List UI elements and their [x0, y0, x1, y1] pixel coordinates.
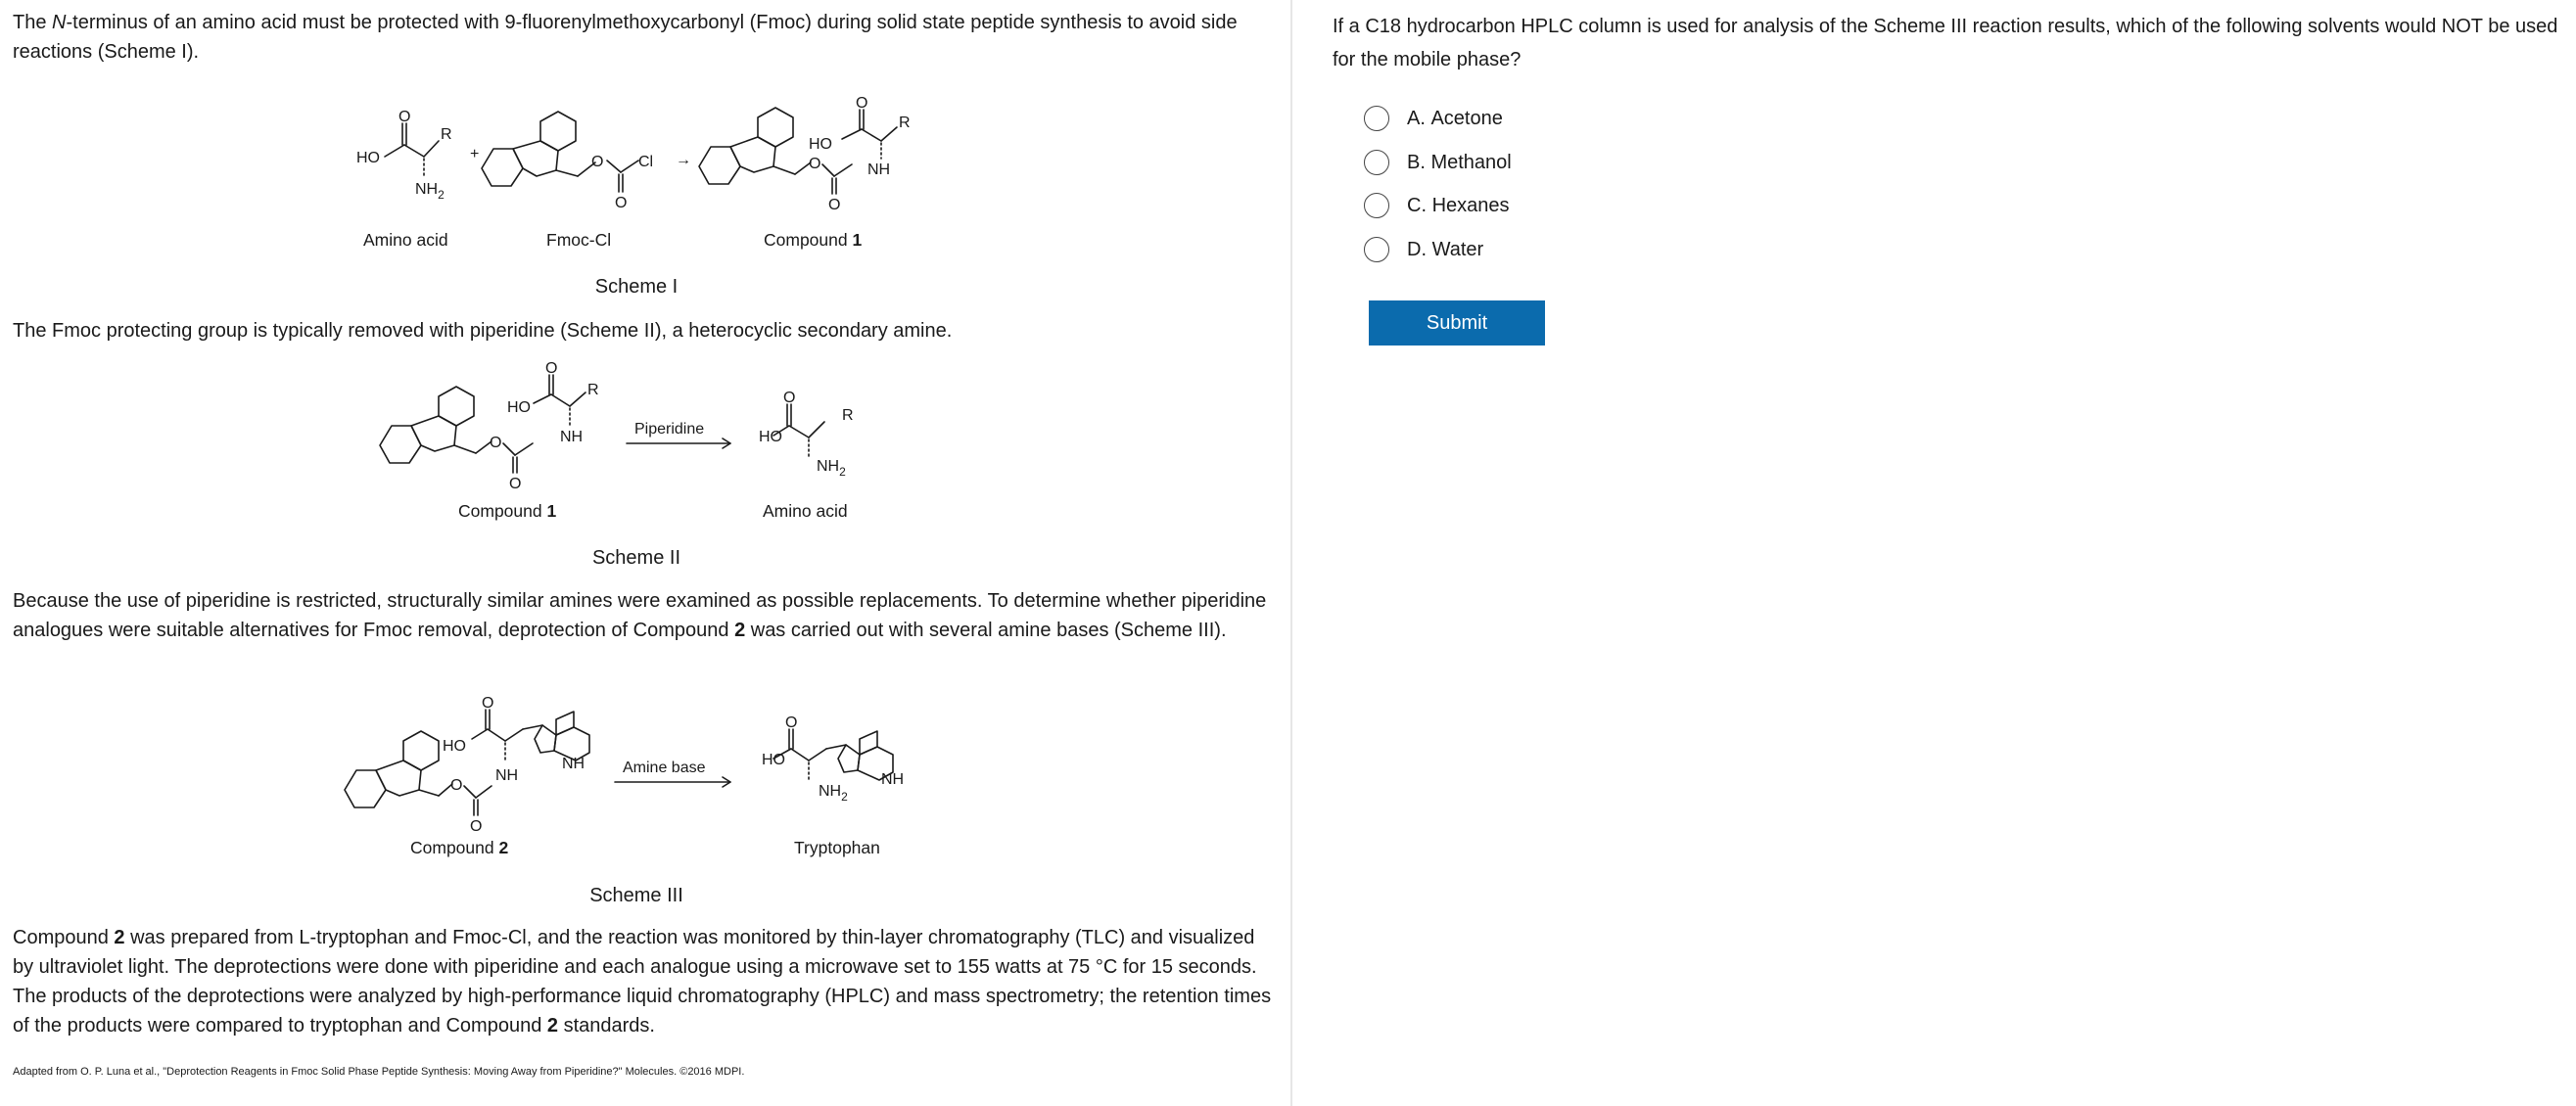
scheme-2-structures: [0, 357, 1290, 504]
option-c[interactable]: [1364, 190, 1510, 221]
label-fmoc-cl: Fmoc-Cl: [546, 230, 612, 250]
plus-sign: +: [470, 146, 480, 162]
label-amino-acid-product: Amino acid: [763, 501, 848, 521]
atom-nh2: $NH_2$: [817, 458, 846, 479]
atom-ho: HO: [762, 752, 785, 768]
radio-button[interactable]: [1364, 237, 1389, 262]
atom-o: O: [828, 197, 841, 213]
atom-nh: NH: [562, 756, 585, 772]
atom-o: O: [545, 360, 558, 377]
radio-button[interactable]: [1364, 150, 1389, 175]
atom-o: O: [482, 695, 494, 712]
reagent-amine-base: Amine base: [623, 760, 706, 776]
option-letter: A.: [1407, 107, 1426, 129]
passage-paragraph-1: The N-terminus of an amino acid must be protected with 9-fluorenylmethoxycarbonyl (Fmoc) during solid state peptide synthesis to avoid side reactions (Scheme I).: [13, 12, 1238, 63]
label-tryptophan: Tryptophan: [794, 838, 880, 857]
passage-paragraph-2: The Fmoc protecting group is typically removed with piperidine (Scheme II), a heterocyclic secondary amine.: [13, 320, 953, 342]
atom-o: O: [490, 435, 502, 451]
compound-2-structure: [345, 710, 893, 815]
citation: Adapted from O. P. Luna et al., "Deprotection Reagents in Fmoc Solid Phase Peptide Synthesis: Moving Away from Piperidine?" Molecules. ©2016 MDPI.: [13, 1066, 745, 1078]
atom-nh: NH: [867, 161, 891, 178]
atom-ho: HO: [759, 429, 782, 445]
atom-o: O: [450, 777, 463, 794]
atom-r: R: [842, 407, 854, 424]
label-compound-1: Compound 1: [458, 501, 557, 521]
atom-ho: HO: [809, 136, 832, 153]
reagent-piperidine: Piperidine: [634, 421, 705, 438]
atom-nh2: $NH_2$: [415, 181, 445, 202]
option-b[interactable]: [1364, 147, 1512, 178]
fmoc-cl-structure: [482, 112, 638, 192]
atom-r: R: [587, 382, 599, 398]
atom-o: O: [785, 714, 798, 731]
scheme-3-caption: Scheme III: [589, 885, 683, 906]
atom-nh: NH: [495, 767, 519, 784]
option-label: Methanol: [1430, 151, 1512, 173]
amino-acid-structure: [385, 123, 439, 176]
atom-nh: NH: [560, 429, 584, 445]
radio-button[interactable]: [1364, 106, 1389, 131]
radio-button[interactable]: [1364, 193, 1389, 218]
scheme-1-structures: [0, 78, 1290, 235]
option-letter: B.: [1407, 151, 1426, 173]
atom-o: O: [509, 476, 522, 492]
compound-1-structure: [699, 108, 897, 194]
atom-nh: NH: [881, 771, 905, 788]
label-compound-2: Compound 2: [410, 838, 509, 857]
atom-r: R: [441, 126, 452, 143]
option-letter: D.: [1407, 238, 1427, 260]
option-label: Water: [1431, 238, 1484, 260]
compound-1-structure: [380, 375, 824, 473]
option-d[interactable]: [1364, 234, 1483, 265]
passage-paragraph-3: Because the use of piperidine is restricted, structurally similar amines were examined as possible replacements. To determine whether piperidine analogues were suitable alternatives for Fmoc removal, deprotection of Compound 2 was carried out with several amine bases (Scheme III).: [13, 590, 1267, 641]
atom-o: O: [615, 195, 628, 211]
atom-o: O: [398, 109, 411, 125]
passage-paragraph-4: Compound 2 was prepared from L-tryptophan and Fmoc-Cl, and the reaction was monitored by thin-layer chromatography (TLC) and visualized by ultraviolet light. The deprotections were done with piperidine and each analogue using a microwave set to 155 watts at 75 °C for 15 seconds. The products of the deprotections were analyzed by high-performance liquid chromatography (HPLC) and mass spectrometry; the retention times of the products were compared to tryptophan and Compound 2 standards.: [13, 927, 1272, 1037]
atom-o: O: [783, 390, 796, 406]
option-label: Acetone: [1430, 107, 1503, 129]
option-label: Hexanes: [1431, 194, 1510, 216]
question-text: If a C18 hydrocarbon HPLC column is used for analysis of the Scheme III reaction results, which of the following solvents would NOT be used for the mobile phase?: [1333, 16, 2558, 70]
label-compound-1: Compound 1: [764, 230, 863, 250]
option-letter: C.: [1407, 194, 1427, 216]
label-amino-acid: Amino acid: [363, 230, 448, 250]
atom-r: R: [899, 115, 911, 131]
atom-ho: HO: [507, 399, 531, 416]
submit-button[interactable]: Submit: [1369, 300, 1545, 346]
atom-o: O: [591, 154, 604, 170]
atom-cl: Cl: [638, 154, 654, 170]
atom-nh2: $NH_2$: [819, 783, 848, 804]
atom-o: O: [470, 818, 483, 835]
atom-o: O: [856, 95, 868, 112]
scheme-1-caption: Scheme I: [594, 276, 679, 298]
reaction-arrow: →: [676, 152, 691, 168]
atom-ho: HO: [443, 738, 466, 755]
question-panel: [1292, 0, 2576, 1106]
scheme-2-caption: Scheme II: [591, 547, 681, 569]
option-a[interactable]: [1364, 103, 1503, 134]
atom-o: O: [809, 156, 821, 172]
atom-ho: HO: [356, 150, 380, 166]
scheme-3-structures: [0, 690, 1290, 847]
